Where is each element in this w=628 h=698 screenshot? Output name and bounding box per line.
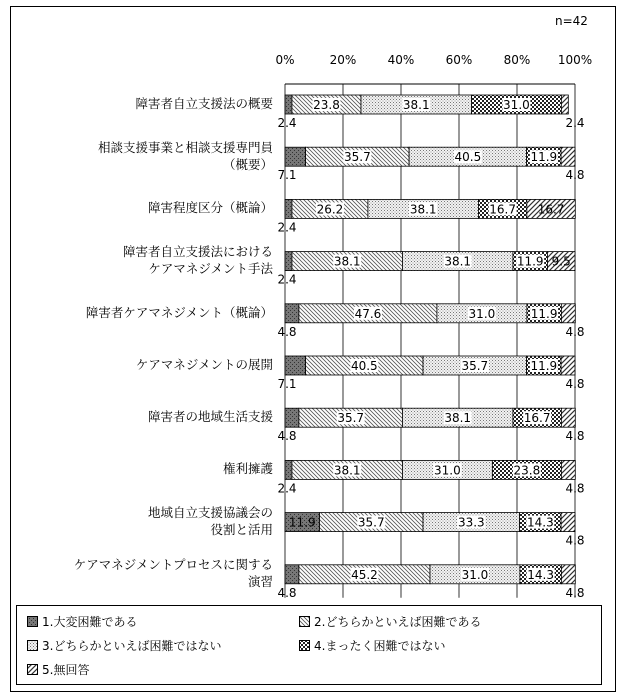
x-tick-label: 80% — [503, 53, 531, 67]
legend-item — [299, 637, 445, 654]
legend — [16, 605, 602, 685]
value-label: 35.7 — [337, 411, 365, 426]
legend-label: 2.どちらかといえば困難である — [314, 615, 482, 629]
x-tick-label: 0% — [275, 53, 295, 67]
value-label: 14.3 — [526, 515, 554, 530]
value-label: 16.7 — [537, 202, 565, 217]
x-tick-label: 100% — [557, 53, 593, 67]
category-label: 地域自立支援協議会の 役割と活用 — [147, 505, 273, 538]
value-label: 38.1 — [333, 254, 361, 269]
value-label: 11.9 — [530, 306, 558, 321]
value-label: 38.1 — [333, 463, 361, 478]
bar-segment — [285, 460, 292, 479]
value-label: 38.1 — [444, 254, 472, 269]
value-label: 35.7 — [461, 359, 489, 373]
value-label: 2.4 — [277, 116, 297, 130]
category-label: 権利擁護 — [222, 461, 273, 477]
bar-segment — [285, 147, 306, 166]
bar-segment — [285, 304, 299, 323]
category-label: 相談支援事業と相談支援専門員 （概要） — [97, 139, 273, 172]
bar-segment — [561, 304, 575, 323]
value-label: 11.9 — [530, 150, 558, 165]
category-label: 障害者自立支援法における ケアマネジメント手法 — [122, 244, 273, 277]
legend-item — [27, 613, 137, 630]
bar-segment — [285, 356, 306, 375]
value-label: 7.1 — [277, 168, 297, 183]
value-label: 38.1 — [444, 411, 472, 426]
legend-swatch — [27, 664, 38, 675]
value-label: 4.8 — [565, 324, 585, 339]
bar-segment — [561, 513, 575, 532]
legend-label: 1.大変困難である — [42, 615, 138, 629]
legend-item — [299, 613, 481, 630]
value-label: 45.2 — [351, 567, 378, 582]
bar-segment — [285, 408, 299, 427]
legend-swatch — [27, 616, 38, 627]
bar-segment — [561, 408, 575, 427]
bar-segment — [285, 565, 299, 584]
category-label: 障害者ケアマネジメント（概論） — [85, 304, 273, 320]
value-label: 23.8 — [513, 463, 541, 478]
legend-swatch — [27, 640, 38, 651]
legend-item — [27, 637, 221, 654]
value-label: 38.1 — [402, 98, 430, 112]
bar-segment — [561, 565, 575, 584]
x-tick-label: 20% — [329, 53, 357, 67]
bar-segment — [285, 252, 292, 271]
value-label: 4.8 — [565, 168, 585, 183]
sample-size-label: n=42 — [555, 14, 588, 28]
value-label: 2.4 — [277, 481, 297, 496]
value-label: 7.1 — [277, 377, 297, 391]
value-label: 31.0 — [461, 567, 489, 582]
value-label: 2.4 — [277, 220, 297, 235]
value-label: 35.7 — [343, 150, 371, 165]
legend-swatch — [299, 616, 310, 627]
value-label: 26.2 — [316, 202, 344, 217]
value-label: 35.7 — [357, 515, 385, 530]
x-tick-label: 60% — [445, 53, 473, 67]
bar-segment — [285, 199, 292, 218]
bar-segment — [561, 95, 568, 114]
value-label: 4.8 — [277, 324, 297, 339]
value-label: 11.9 — [516, 254, 544, 269]
legend-label: 4.まったく困難ではない — [314, 639, 446, 653]
value-label: 4.8 — [565, 377, 585, 391]
category-label: 障害者自立支援法の概要 — [135, 96, 273, 111]
value-label: 4.8 — [277, 429, 297, 444]
value-label: 2.4 — [277, 272, 297, 287]
value-label: 14.3 — [527, 567, 554, 582]
value-label: 4.8 — [565, 585, 585, 600]
value-label: 16.7 — [523, 411, 551, 426]
bar-segment — [561, 356, 575, 375]
value-label: 4.8 — [277, 585, 297, 600]
value-label: 4.8 — [565, 481, 585, 496]
bar-segment — [561, 147, 575, 166]
value-label: 4.8 — [565, 429, 585, 444]
value-label: 33.3 — [457, 515, 485, 530]
legend-label: 5.無回答 — [42, 663, 90, 677]
value-label: 11.9 — [288, 515, 316, 530]
value-label: 9.5 — [551, 254, 571, 269]
value-label: 47.6 — [354, 306, 382, 321]
x-tick-label: 40% — [387, 53, 415, 67]
value-label: 23.8 — [313, 98, 340, 112]
value-label: 40.5 — [454, 150, 482, 165]
bar-segment — [561, 460, 575, 479]
legend-swatch — [299, 640, 310, 651]
legend-label: 3.どちらかといえば困難ではない — [42, 639, 222, 653]
value-label: 38.1 — [409, 202, 437, 217]
category-label: ケアマネジメントの展開 — [135, 357, 273, 372]
value-label: 31.0 — [434, 463, 461, 478]
value-label: 31.0 — [468, 306, 496, 321]
value-label: 11.9 — [530, 359, 558, 373]
category-label: 障害程度区分（概論） — [147, 200, 273, 216]
bar-segment — [285, 95, 292, 114]
category-label: ケアマネジメントプロセスに関する 演習 — [73, 557, 273, 590]
value-label: 2.4 — [565, 116, 585, 130]
value-label: 31.0 — [503, 98, 530, 112]
value-label: 40.5 — [350, 359, 378, 373]
value-label: 16.7 — [489, 202, 517, 217]
legend-item — [27, 661, 89, 678]
value-label: 4.8 — [565, 533, 585, 548]
category-label: 障害者の地域生活支援 — [147, 409, 273, 425]
